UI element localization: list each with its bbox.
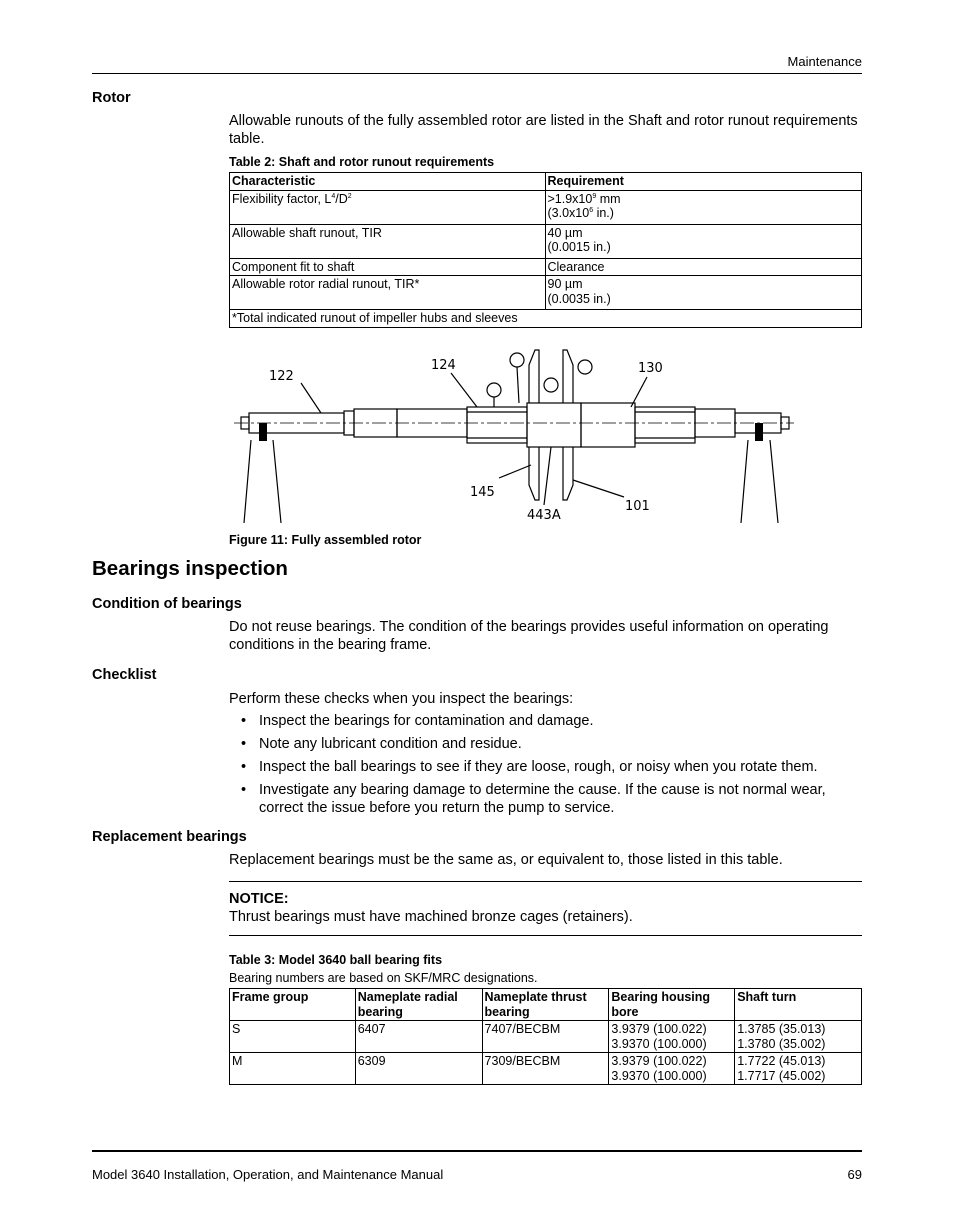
page-number: 69 <box>847 1167 862 1182</box>
impeller-left-bottom <box>529 447 539 500</box>
table-row <box>230 1053 862 1085</box>
condition-heading: Condition of bearings <box>92 596 242 612</box>
impeller-right-top <box>563 350 573 403</box>
notice-rule-top <box>229 881 862 882</box>
impeller-hub-left <box>527 403 581 447</box>
cell-flexibility: Flexibility factor, $L^4/D^2$ <box>230 190 546 224</box>
cell-radial: 6407 <box>355 1021 482 1053</box>
header-radial-bearing: Nameplate radial bearing <box>355 989 482 1021</box>
cell-rotor-runout-req: 90 µm (0.0035 in.) <box>545 276 862 310</box>
callout-130: 130 <box>638 361 663 376</box>
list-item: • Inspect the ball bearings to see if they are loose, rough, or noisy when you rotate them. <box>229 758 859 776</box>
cell-frame: M <box>230 1053 356 1085</box>
table2-caption: Table 2: Shaft and rotor runout requirements <box>229 155 495 169</box>
table-row <box>230 258 862 276</box>
header-housing-bore: Bearing housing bore <box>609 989 735 1021</box>
notice-rule-bottom <box>229 935 862 936</box>
checklist-heading: Checklist <box>92 667 157 683</box>
bearing-fits-table <box>229 988 862 1085</box>
cell-shaft-runout-req: 40 µm (0.0015 in.) <box>545 224 862 258</box>
table3-note: Bearing numbers are based on SKF/MRC designations. <box>229 971 538 985</box>
rotor-intro: Allowable runouts of the fully assembled rotor are listed in the Shaft and rotor runout requirements table. <box>229 113 858 147</box>
cell-component-fit: Component fit to shaft <box>230 258 546 276</box>
table-row <box>230 190 862 224</box>
notice-text: Thrust bearings must have machined bronze cages (retainers). <box>229 909 633 925</box>
cell-component-fit-req: Clearance <box>545 258 862 276</box>
support-right <box>741 440 778 523</box>
impeller-right-bottom <box>563 447 573 500</box>
table-row <box>230 276 862 310</box>
dial-indicator-icon <box>578 360 592 374</box>
leader-101 <box>573 480 624 497</box>
header-frame-group: Frame group <box>230 989 356 1021</box>
cell-bore: 3.9379 (100.022) 3.9370 (100.000) <box>609 1053 735 1085</box>
list-item: • Note any lubricant condition and residue. <box>229 735 859 753</box>
header-thrust-bearing: Nameplate thrust bearing <box>482 989 609 1021</box>
cell-bore: 3.9379 (100.022) 3.9370 (100.000) <box>609 1021 735 1053</box>
rotor-heading: Rotor <box>92 90 131 106</box>
callout-101: 101 <box>625 499 650 514</box>
table-header-row <box>230 173 862 191</box>
running-header: Maintenance <box>787 54 862 69</box>
dial-indicator-icon <box>544 378 558 392</box>
cell-radial: 6309 <box>355 1053 482 1085</box>
cell-flexibility-req: $>1.9x10^9$ mm ($3.0x10^6$ in.) <box>545 190 862 224</box>
figure11-caption: Figure 11: Fully assembled rotor <box>229 533 422 547</box>
table-footnote: *Total indicated runout of impeller hubs and sleeves <box>230 310 862 328</box>
notice-block <box>229 890 859 926</box>
leader-145 <box>499 465 531 478</box>
bearing-left <box>259 423 267 441</box>
cell-thrust: 7407/BECBM <box>482 1021 609 1053</box>
replacement-text: Replacement bearings must be the same as, or equivalent to, those listed in this table. <box>229 852 783 868</box>
leader-443a <box>544 447 551 505</box>
leader-130 <box>631 377 647 407</box>
bearings-heading: Bearings inspection <box>92 557 288 580</box>
table3-caption: Table 3: Model 3640 ball bearing fits <box>229 953 443 967</box>
replacement-heading: Replacement bearings <box>92 829 247 845</box>
list-item: • Inspect the bearings for contamination and damage. <box>229 712 859 730</box>
support-left <box>244 440 281 523</box>
cell-shaft-runout: Allowable shaft runout, TIR <box>230 224 546 258</box>
header-rule <box>92 73 862 74</box>
header-characteristic: Characteristic <box>230 173 546 191</box>
cell-thrust: 7309/BECBM <box>482 1053 609 1085</box>
impeller-left-top <box>529 350 539 403</box>
condition-text: Do not reuse bearings. The condition of the bearings provides useful information on operating conditions in the bearing frame. <box>229 619 829 653</box>
cell-turn: 1.7722 (45.013) 1.7717 (45.002) <box>735 1053 862 1085</box>
leader-124 <box>451 373 477 407</box>
cell-frame: S <box>230 1021 356 1053</box>
cell-rotor-runout: Allowable rotor radial runout, TIR* <box>230 276 546 310</box>
list-item: • Investigate any bearing damage to determine the cause. If the cause is not normal wear, correct the issue before you return the pump to service. <box>229 781 859 817</box>
callout-124: 124 <box>431 358 456 373</box>
footer-manual-title: Model 3640 Installation, Operation, and Maintenance Manual <box>92 1167 444 1182</box>
rotor-figure <box>229 345 799 525</box>
notice-title: NOTICE: <box>229 891 289 907</box>
header-requirement: Requirement <box>545 173 862 191</box>
dial-indicator-icon <box>487 383 501 397</box>
table-row <box>230 1021 862 1053</box>
callout-145: 145 <box>470 485 495 500</box>
callout-443a: 443A <box>527 508 561 523</box>
cell-turn: 1.3785 (35.013) 1.3780 (35.002) <box>735 1021 862 1053</box>
table-row <box>230 224 862 258</box>
leader-122 <box>301 383 321 413</box>
bearing-right <box>755 423 763 441</box>
dial-indicator-icon <box>510 353 524 367</box>
checklist-intro: Perform these checks when you inspect the bearings: <box>229 691 574 707</box>
dial-stem <box>517 367 519 403</box>
checklist-list <box>229 712 859 822</box>
footer-rule <box>92 1150 862 1152</box>
header-shaft-turn: Shaft turn <box>735 989 862 1021</box>
table-footnote-row <box>230 310 862 328</box>
impeller-hub-right <box>581 403 635 447</box>
runout-table <box>229 172 862 328</box>
callout-122: 122 <box>269 369 294 384</box>
table-header-row <box>230 989 862 1021</box>
